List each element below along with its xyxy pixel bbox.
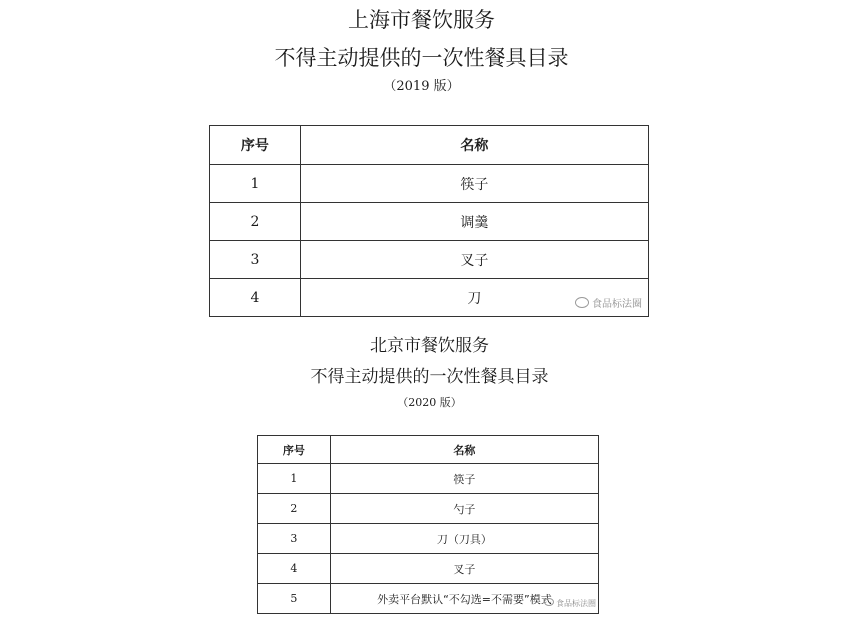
row-no: 2	[258, 494, 331, 524]
row-name: 叉子	[330, 554, 598, 584]
watermark	[544, 598, 596, 609]
row-name: 调羹	[300, 203, 648, 241]
row-no: 4	[210, 279, 301, 317]
row-no: 2	[210, 203, 301, 241]
shanghai-edition: （2019 版）	[383, 79, 460, 94]
row-name-cell	[330, 584, 598, 614]
table-row	[210, 279, 649, 317]
header-name: 名称	[300, 126, 648, 165]
header-no: 序号	[258, 436, 331, 464]
table-row	[210, 165, 649, 203]
table-header-row	[210, 126, 649, 165]
beijing-edition: （2020 版）	[397, 396, 462, 409]
beijing-title-line1: 北京市餐饮服务	[370, 336, 489, 356]
row-name: 刀	[467, 290, 482, 307]
table-row	[258, 554, 599, 584]
shanghai-table	[209, 125, 649, 317]
row-name: 勺子	[330, 494, 598, 524]
wechat-icon	[544, 598, 554, 606]
beijing-title-line2: 不得主动提供的一次性餐具目录	[310, 367, 549, 387]
table-row	[258, 584, 599, 614]
row-no: 3	[258, 524, 331, 554]
header-name: 名称	[330, 436, 598, 464]
row-no: 1	[258, 464, 331, 494]
wechat-icon	[575, 297, 589, 308]
shanghai-title-line1: 上海市餐饮服务	[348, 8, 495, 32]
row-no: 3	[210, 241, 301, 279]
row-no: 5	[258, 584, 331, 614]
watermark-text: 食品标法圈	[556, 599, 596, 608]
table-row	[258, 494, 599, 524]
shanghai-title-line2: 不得主动提供的一次性餐具目录	[274, 46, 569, 70]
table-header-row	[258, 436, 599, 464]
row-name: 筷子	[300, 165, 648, 203]
row-name: 筷子	[330, 464, 598, 494]
watermark	[575, 295, 642, 310]
watermark-text: 食品标法圈	[592, 299, 642, 310]
header-no: 序号	[210, 126, 301, 165]
row-no: 1	[210, 165, 301, 203]
table-row	[210, 241, 649, 279]
row-name: 外卖平台默认“不勾选=不需要”模式	[377, 592, 552, 606]
table-row	[210, 203, 649, 241]
table-row	[258, 524, 599, 554]
row-name-cell	[300, 279, 648, 317]
row-name: 叉子	[300, 241, 648, 279]
table-row	[258, 464, 599, 494]
row-no: 4	[258, 554, 331, 584]
beijing-table	[257, 435, 599, 614]
row-name: 刀（刀具）	[330, 524, 598, 554]
